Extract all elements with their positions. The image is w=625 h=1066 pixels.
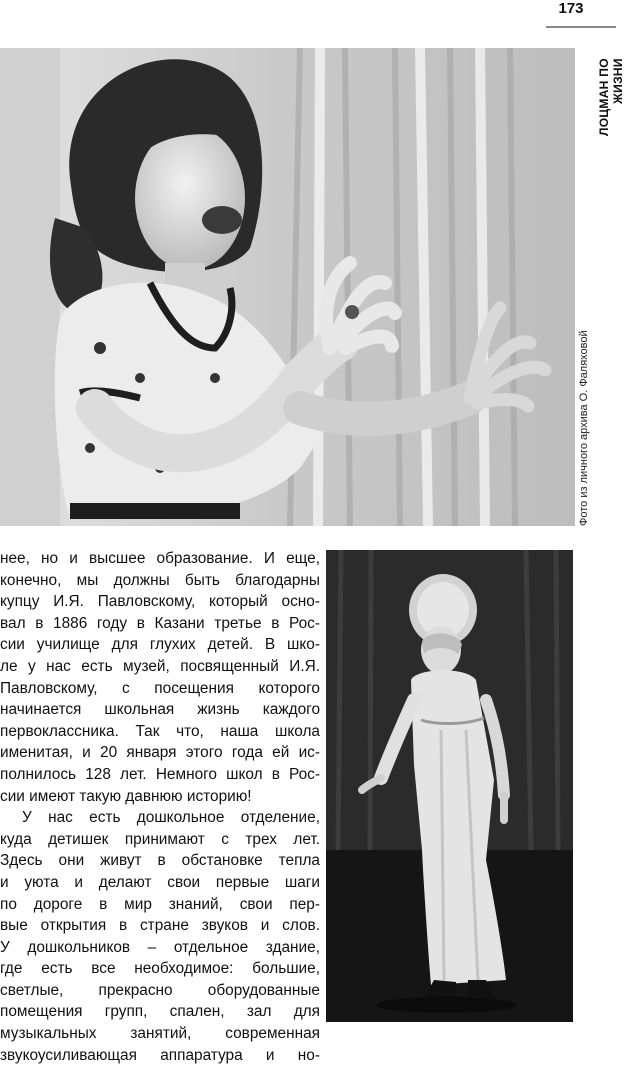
text-line: вал в 1886 году в Казани третье в Рос- [0,614,320,632]
text-line: музыкальных занятий, современная [0,1025,320,1043]
text-line: конечно, мы должны быть благодарны [0,571,320,589]
text-line: У дошкольников – отдельное здание, [0,938,320,956]
text-line: нее, но и высшее образование. И еще, [0,550,320,567]
text-line: полнилось 128 лет. Немного школ в Рос- [0,765,320,783]
text-line: звукоусиливающая аппаратура и но- [0,1046,320,1064]
text-line: сии училище для глухих детей. В шко- [0,636,320,654]
text-line: именитая, и 20 января этого года ей ис- [0,744,320,762]
text-line: первоклассника. Так что, наша школа [0,722,320,740]
text-line: по дороге в мир знаний, свои пер- [0,895,320,913]
running-head: ЛОЦМАН ПО ЖИЗНИ [597,58,625,136]
text-line: куда детишек принимают с трех лет. [0,830,320,848]
text-line: и уюта и делают свои первые шаги [0,873,320,891]
text-line: помещения групп, спален, зал для [0,1003,320,1021]
text-line: купцу И.Я. Павловскому, который осно- [0,593,320,611]
text-line: начинается школьная жизнь каждого [0,701,320,719]
text-line: сии имеют такую давнюю историю! [0,787,252,805]
page-number: 173 [558,0,584,17]
photo-girl-singing [0,48,575,526]
text-line: где есть все необходимое: большие, [0,960,320,978]
text-line: светлые, прекрасно оборудованные [0,981,320,999]
photo-girl-costume [326,550,573,1022]
text-line: вые открытия в стране звуков и слов. [0,917,320,935]
text-line: У нас есть дошкольное отделение, [22,809,320,827]
text-line: Здесь они живут в обстановке тепла [0,852,320,870]
photo-credit: Фото из личного архива О. Фаляховой [578,330,590,526]
text-line: Павловскому, с посещения которого [0,679,320,697]
header-rule [546,26,616,28]
text-line: ле у нас есть музей, посвященный И.Я. [0,657,320,675]
article-body [0,548,320,1066]
